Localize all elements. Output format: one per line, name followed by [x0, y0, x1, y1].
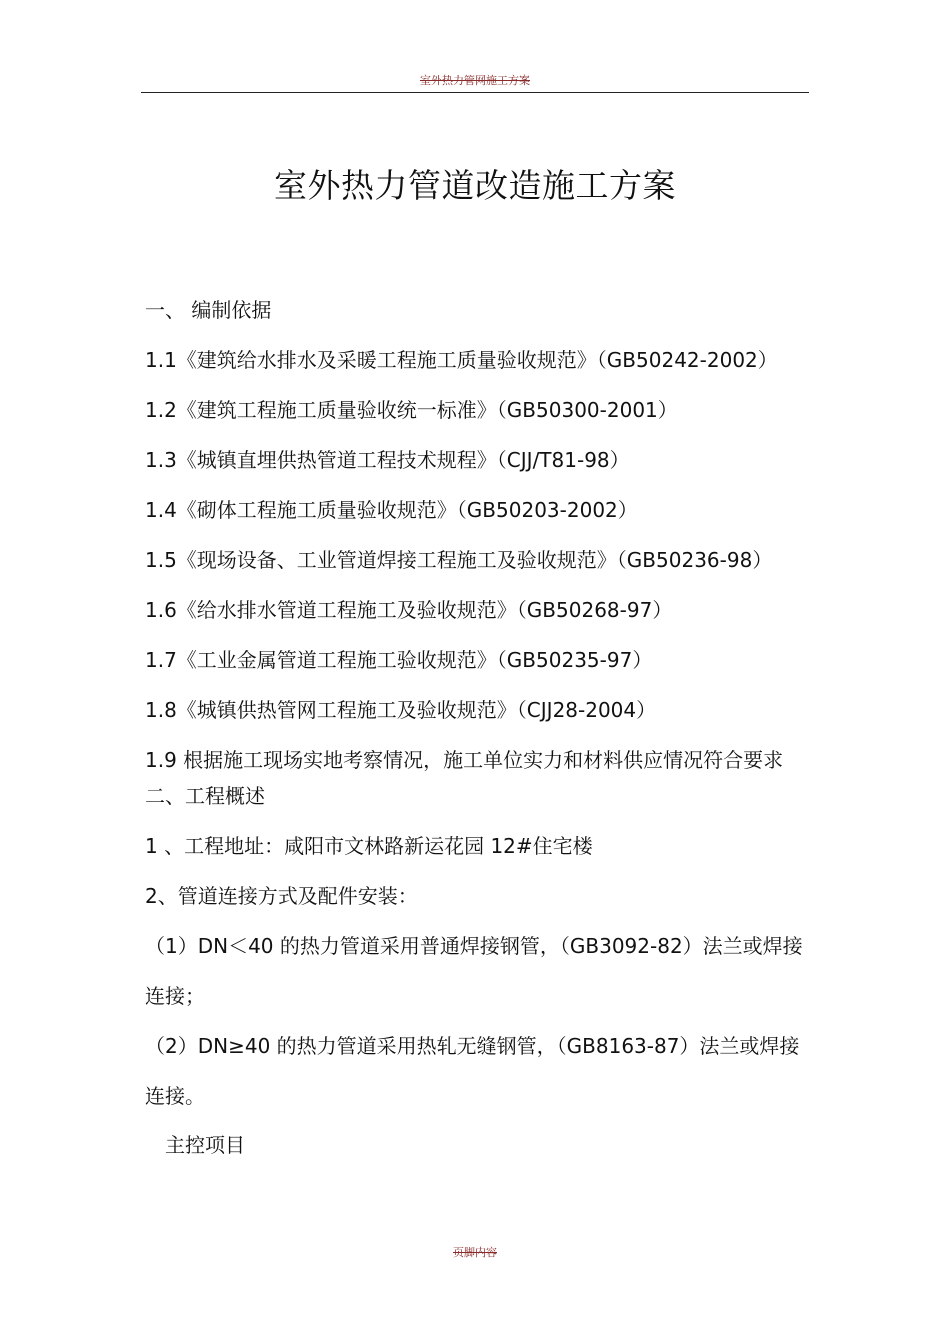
basis-item-1-3: 1.3《城镇直埋供热管道工程技术规程》（CJJ/T81-98） — [145, 448, 630, 472]
main-control-items: 主控项目 — [165, 1133, 245, 1157]
page-footer: 页脚内容 — [453, 1246, 497, 1259]
page-header: 室外热力管网施工方案 — [420, 74, 530, 87]
document-body — [145, 292, 810, 1177]
basis-item-1-8: 1.8《城镇供热管网工程施工及验收规范》（CJJ28-2004） — [145, 698, 657, 722]
basis-item-1-4: 1.4《砌体工程施工质量验收规范》（GB50203-2002） — [145, 498, 638, 522]
basis-item-1-6: 1.6《给水排水管道工程施工及验收规范》（GB50268-97） — [145, 598, 673, 622]
basis-item-1-5: 1.5《现场设备、工业管道焊接工程施工及验收规范》（GB50236-98） — [145, 548, 773, 572]
project-address: 1 、工程地址：咸阳市文林路新运花园 12#住宅楼 — [145, 834, 593, 858]
connection-item-2: （2）DN≥40 的热力管道采用热轧无缝钢管，（GB8163-87）法兰或焊接连接。 — [145, 1034, 800, 1108]
section-heading-overview: 二、工程概述 — [145, 784, 265, 808]
basis-item-1-2: 1.2《建筑工程施工质量验收统一标准》（GB50300-2001） — [145, 398, 678, 422]
document-title: 室外热力管道改造施工方案 — [274, 166, 676, 205]
basis-item-1-1: 1.1《建筑给水排水及采暖工程施工质量验收规范》（GB50242-2002） — [145, 348, 778, 372]
basis-item-1-9: 1.9 根据施工现场实地考察情况，施工单位实力和材料供应情况符合要求 — [145, 748, 784, 772]
basis-item-1-7: 1.7《工业金属管道工程施工验收规范》（GB50235-97） — [145, 648, 653, 672]
section-heading-basis: 一、 编制依据 — [145, 298, 272, 322]
connection-item-1: （1）DN＜40 的热力管道采用普通焊接钢管，（GB3092-82）法兰或焊接连接； — [145, 934, 803, 1008]
connection-heading: 2、管道连接方式及配件安装： — [145, 884, 418, 908]
header-divider — [141, 92, 809, 93]
